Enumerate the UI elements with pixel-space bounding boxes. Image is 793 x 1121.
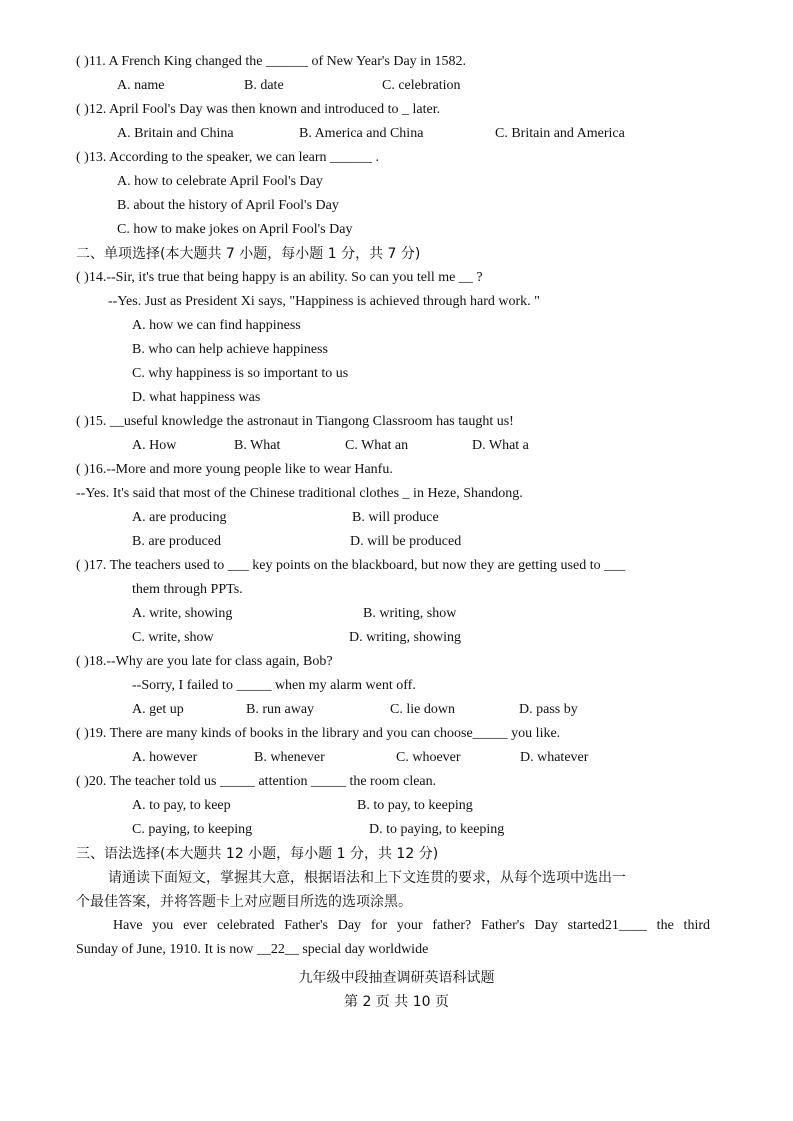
q14-option-c: C. why happiness is so important to us [132, 366, 349, 381]
q19-option-a: A. however [132, 750, 198, 765]
q17-option-b: B. writing, show [363, 606, 457, 621]
q13-option-b: B. about the history of April Fool's Day [117, 198, 339, 213]
q19-option-c: C. whoever [396, 750, 461, 765]
q20-option-d: D. to paying, to keeping [369, 822, 505, 837]
q15-stem: ( )15. __useful knowledge the astronaut in Tiangong Classroom has taught us! [76, 414, 514, 429]
q17-option-a: A. write, showing [132, 606, 233, 621]
q12-option-a: A. Britain and China [117, 126, 234, 141]
q15-option-a: A. How [132, 438, 177, 453]
q18-option-b: B. run away [246, 702, 315, 717]
section3-heading: 三、语法选择(本大题共 12 小题，每小题 1 分，共 12 分) [76, 846, 439, 862]
q15-option-b: B. What [234, 438, 281, 453]
footer-title: 九年级中段抽查调研英语科试题 [298, 970, 495, 986]
q14-option-a: A. how we can find happiness [132, 318, 301, 333]
q19-option-b: B. whenever [254, 750, 325, 765]
q17-option-c: C. write, show [132, 630, 214, 645]
q20-option-a: A. to pay, to keep [132, 798, 231, 813]
q12-stem: ( )12. April Fool's Day was then known and introduced to _ later. [76, 102, 441, 117]
q14-line2: --Yes. Just as President Xi says, "Happiness is achieved through hard work. " [108, 294, 540, 309]
q13-stem: ( )13. According to the speaker, we can learn ______ . [76, 150, 380, 165]
section3-instruction-line1: 请通读下面短文，掌握其大意，根据语法和上下文连贯的要求，从每个选项中选出一 [108, 870, 626, 886]
q11-option-c: C. celebration [382, 78, 461, 93]
q17-option-d: D. writing, showing [349, 630, 461, 645]
q19-option-d: D. whatever [520, 750, 589, 765]
q16-stem: ( )16.--More and more young people like to wear Hanfu. [76, 462, 393, 477]
q11-option-b: B. date [244, 78, 284, 93]
q17-line2: them through PPTs. [132, 582, 243, 597]
q13-option-a: A. how to celebrate April Fool's Day [117, 174, 323, 189]
section2-heading: 二、单项选择(本大题共 7 小题，每小题 1 分，共 7 分) [76, 246, 421, 262]
q20-stem: ( )20. The teacher told us _____ attention _____ the room clean. [76, 774, 437, 789]
q18-stem: ( )18.--Why are you late for class again, Bob? [76, 654, 333, 669]
q14-option-b: B. who can help achieve happiness [132, 342, 328, 357]
q16-line2: --Yes. It's said that most of the Chinese traditional clothes _ in Heze, Shandong. [76, 486, 523, 501]
q11-option-a: A. name [117, 78, 165, 93]
q11-stem: ( )11. A French King changed the ______ of New Year's Day in 1582. [76, 54, 467, 69]
q14-option-d: D. what happiness was [132, 390, 261, 405]
q16-option-c: B. are produced [132, 534, 222, 549]
q13-option-c: C. how to make jokes on April Fool's Day [117, 222, 353, 237]
q16-option-b: B. will produce [352, 510, 439, 525]
q19-stem: ( )19. There are many kinds of books in the library and you can choose_____ you like. [76, 726, 561, 741]
q16-option-d: D. will be produced [350, 534, 462, 549]
q12-option-c: C. Britain and America [495, 126, 625, 141]
passage-line1: Have you ever celebrated Father's Day for your father? Father's Day started21____ the third [113, 918, 710, 933]
section3-instruction-line2: 个最佳答案，并将答题卡上对应题目所选的选项涂黑。 [76, 894, 412, 910]
q18-option-a: A. get up [132, 702, 184, 717]
q15-option-d: D. What a [472, 438, 529, 453]
q16-option-a: A. are producing [132, 510, 227, 525]
q18-option-d: D. pass by [519, 702, 578, 717]
q18-line2: --Sorry, I failed to _____ when my alarm went off. [132, 678, 416, 693]
q12-option-b: B. America and China [299, 126, 424, 141]
q18-option-c: C. lie down [390, 702, 455, 717]
q20-option-b: B. to pay, to keeping [357, 798, 473, 813]
footer-page-number: 第 2 页 共 10 页 [344, 994, 449, 1010]
passage-line2: Sunday of June, 1910. It is now __22__ special day worldwide [76, 942, 429, 957]
q17-stem: ( )17. The teachers used to ___ key points on the blackboard, but now they are getting used to ___ [76, 558, 626, 573]
q20-option-c: C. paying, to keeping [132, 822, 253, 837]
q14-stem: ( )14.--Sir, it's true that being happy is an ability. So can you tell me __ ? [76, 270, 483, 285]
q15-option-c: C. What an [345, 438, 409, 453]
